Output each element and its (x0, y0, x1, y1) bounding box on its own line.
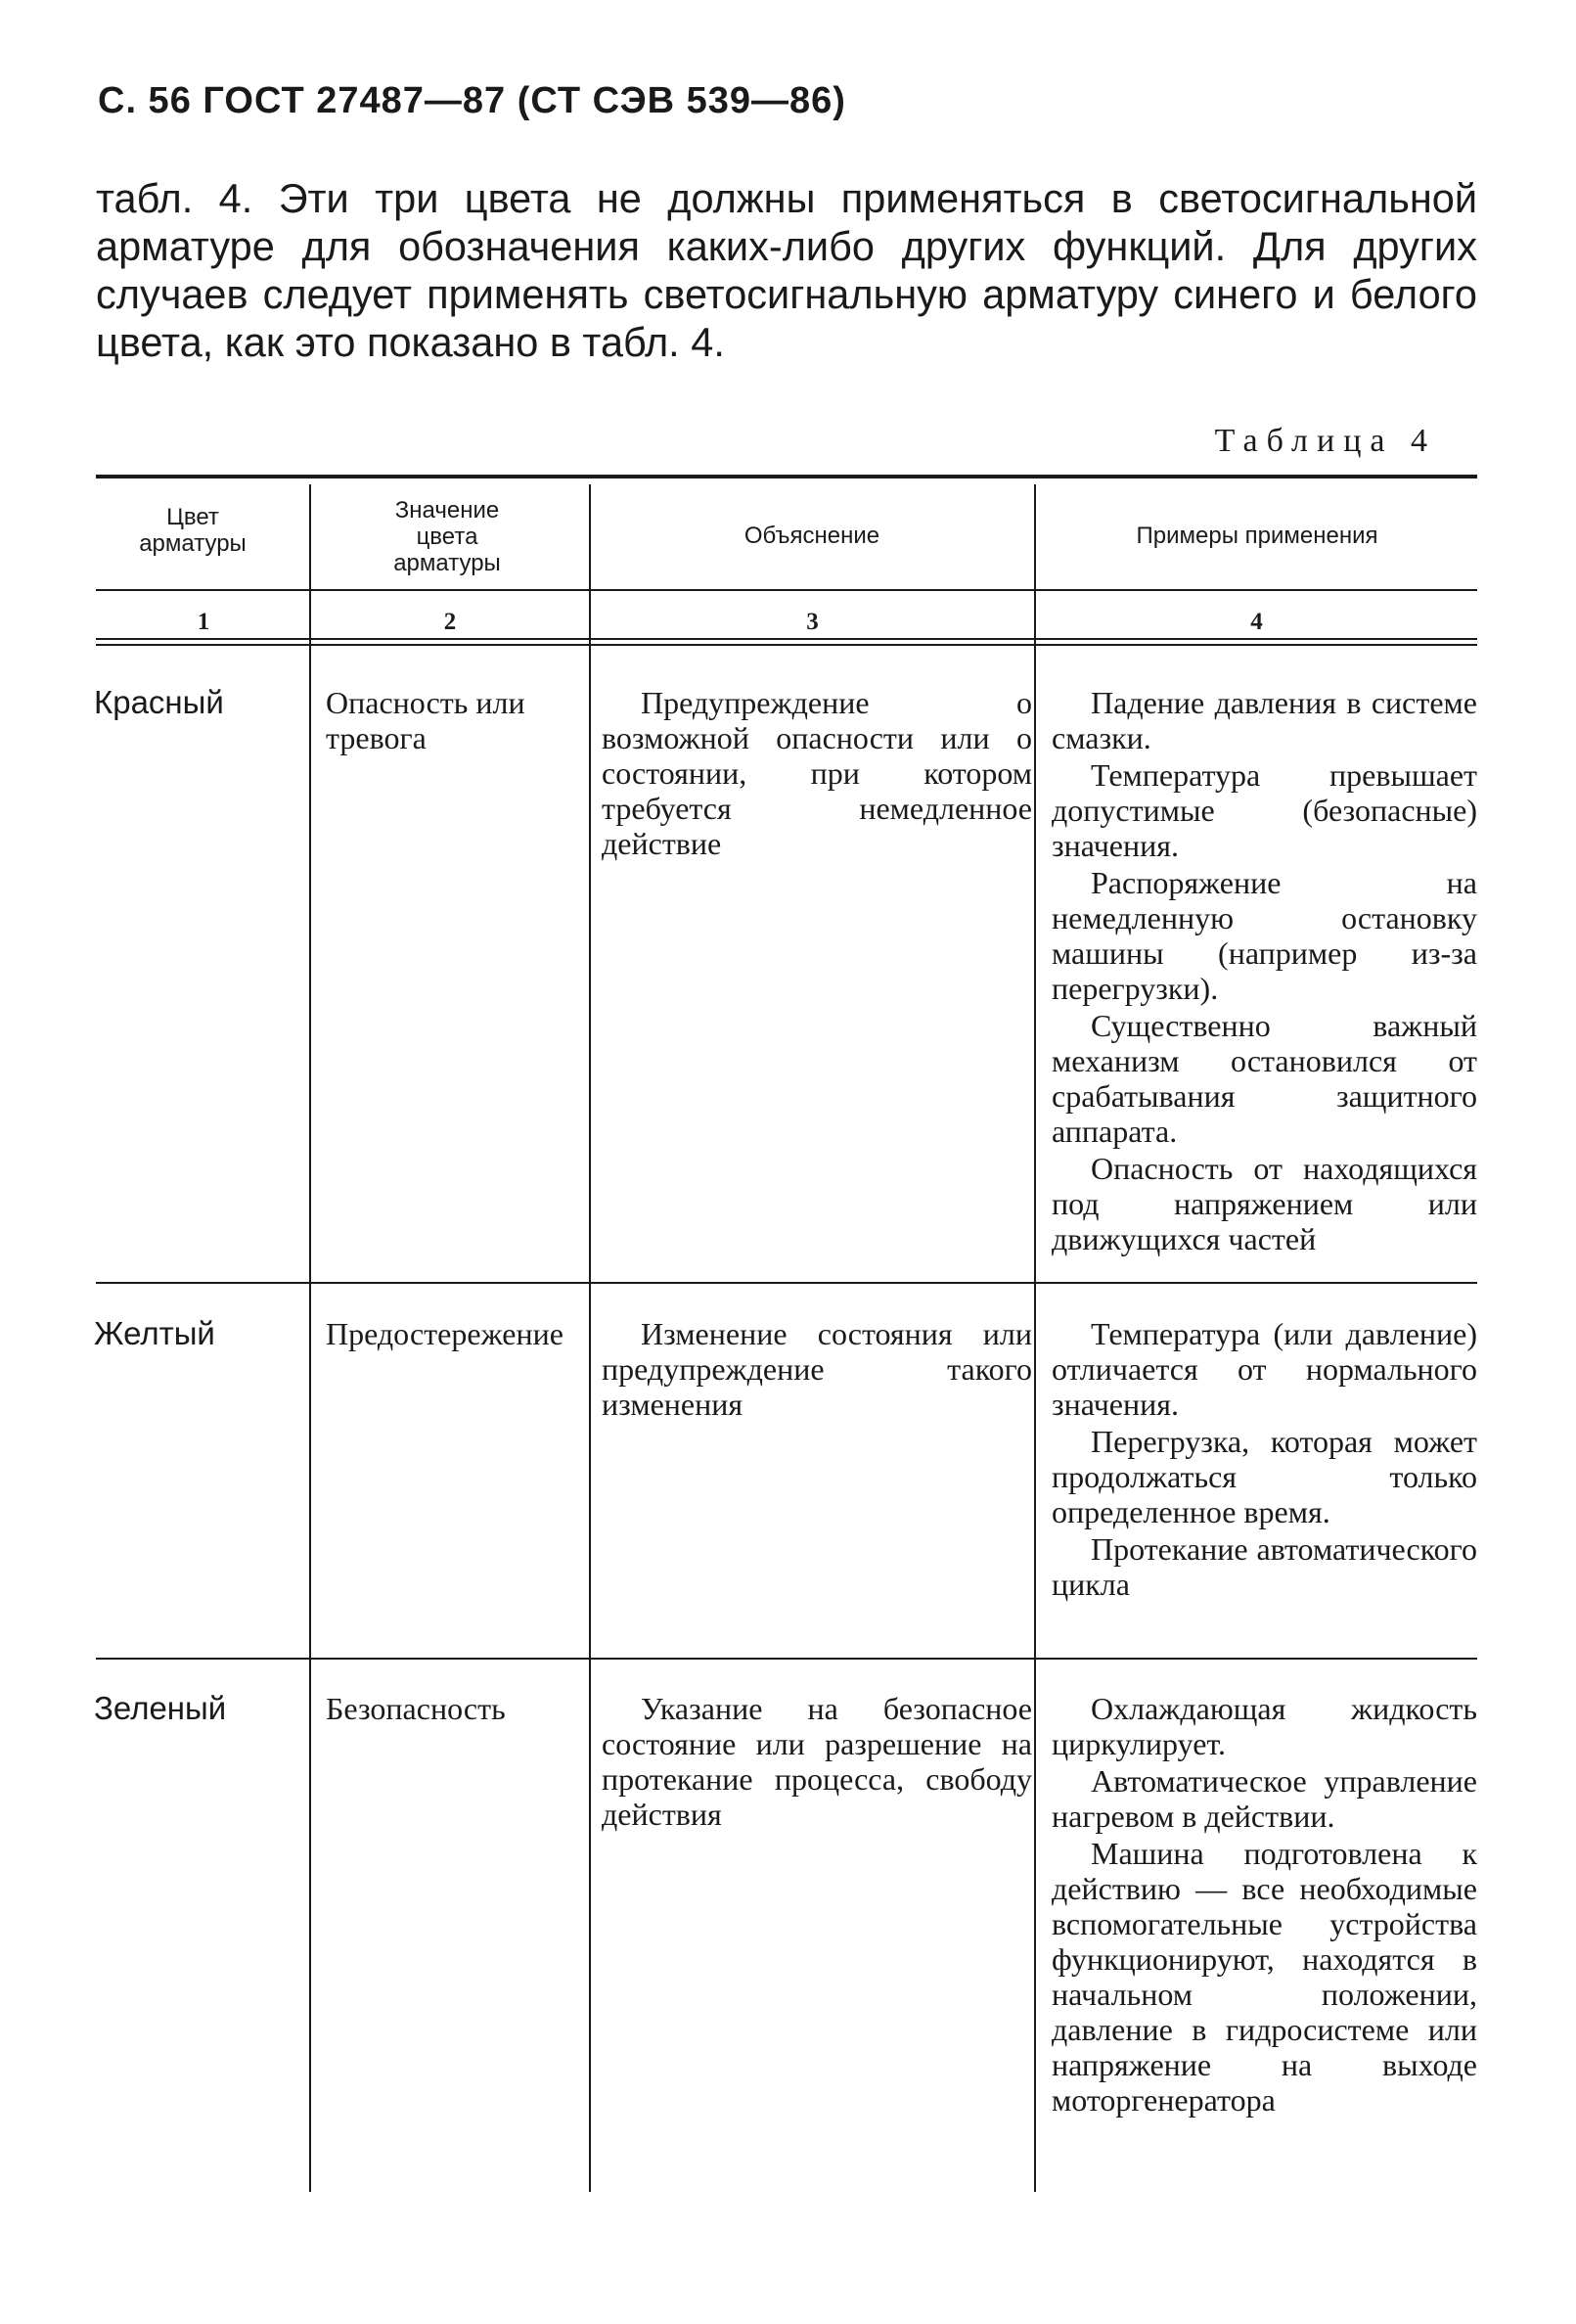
page-header: С. 56 ГОСТ 27487—87 (СТ СЭВ 539—86) (98, 80, 846, 121)
row-green-color: Зеленый (94, 1690, 227, 1726)
header-examples: Примеры применения (1136, 523, 1378, 549)
example-item: Автоматическое управление нагревом в действии. (1052, 1763, 1477, 1834)
example-item: Температура (или давление) отличается от нормального значения. (1052, 1316, 1477, 1422)
header-meaning: Значение цвета арматуры (393, 497, 501, 576)
intro-paragraph: табл. 4. Эти три цвета не должны применяться в светосигнальной арматуре для обозначения каких-либо других функций. Для других случаев следует применять светосигнальную арматуру синего и белого цвета, как это показано в табл. 4. (96, 175, 1477, 365)
column-number-3: 3 (806, 609, 819, 635)
example-item: Опасность от находящихся под напряжением или движущихся частей (1052, 1151, 1477, 1256)
row-yellow-color: Желтый (94, 1315, 215, 1351)
column-number-1: 1 (197, 609, 210, 635)
column-line-3 (1034, 484, 1036, 2192)
row-green-examples (1052, 1691, 1477, 2119)
row-red-color: Красный (94, 684, 224, 720)
example-item: Перегрузка, которая может продолжаться только определенное время. (1052, 1424, 1477, 1529)
column-number-2: 2 (443, 609, 457, 635)
header-explanation: Объяснение (743, 523, 880, 549)
row-red-explanation (602, 685, 1032, 861)
colnum-bottom-rule-2 (96, 644, 1477, 646)
row-green-explanation (602, 1691, 1032, 1832)
row-yellow-explanation (602, 1316, 1032, 1422)
table-top-rule (96, 475, 1477, 478)
example-item: Охлаждающая жидкость циркулирует. (1052, 1691, 1477, 1761)
row-yellow-explanation-text: Изменение состояния или предупреждение такого изменения (602, 1316, 1032, 1422)
example-item: Машина подготовлена к действию — все необходимые вспомогательные устройства функционируют, находятся в начальном положении, давление в гидросистеме или напряжение на выходе моторгенератора (1052, 1836, 1477, 2118)
example-item: Падение давления в системе смазки. (1052, 685, 1477, 755)
row-green-meaning: Безопасность (326, 1691, 506, 1726)
row-red-explanation-text: Предупреждение о возможной опасности или о состоянии, при котором требуется немедленное действие (602, 685, 1032, 861)
table-label: Таблица 4 (1214, 423, 1436, 459)
example-item: Существенно важный механизм остановился от срабатывания защитного аппарата. (1052, 1008, 1477, 1149)
row-yellow-meaning: Предостережение (326, 1316, 563, 1351)
row-green-explanation-text: Указание на безопасное состояние или разрешение на протекание процесса, свободу действия (602, 1691, 1032, 1832)
row-divider-2 (96, 1658, 1477, 1660)
header-color: Цвет арматуры (139, 504, 247, 557)
example-item: Распоряжение на немедленную остановку машины (например из-за перегрузки). (1052, 865, 1477, 1006)
row-divider-1 (96, 1282, 1477, 1284)
header-bottom-rule (96, 589, 1477, 591)
column-line-2 (589, 484, 591, 2192)
colnum-bottom-rule-1 (96, 638, 1477, 640)
column-number-4: 4 (1250, 609, 1263, 635)
row-red-examples (1052, 685, 1477, 1258)
column-line-1 (309, 484, 311, 2192)
example-item: Температура превышает допустимые (безопасные) значения. (1052, 757, 1477, 863)
row-red-meaning: Опасность или тревога (326, 685, 525, 755)
example-item: Протекание автоматического цикла (1052, 1531, 1477, 1602)
row-yellow-examples (1052, 1316, 1477, 1604)
